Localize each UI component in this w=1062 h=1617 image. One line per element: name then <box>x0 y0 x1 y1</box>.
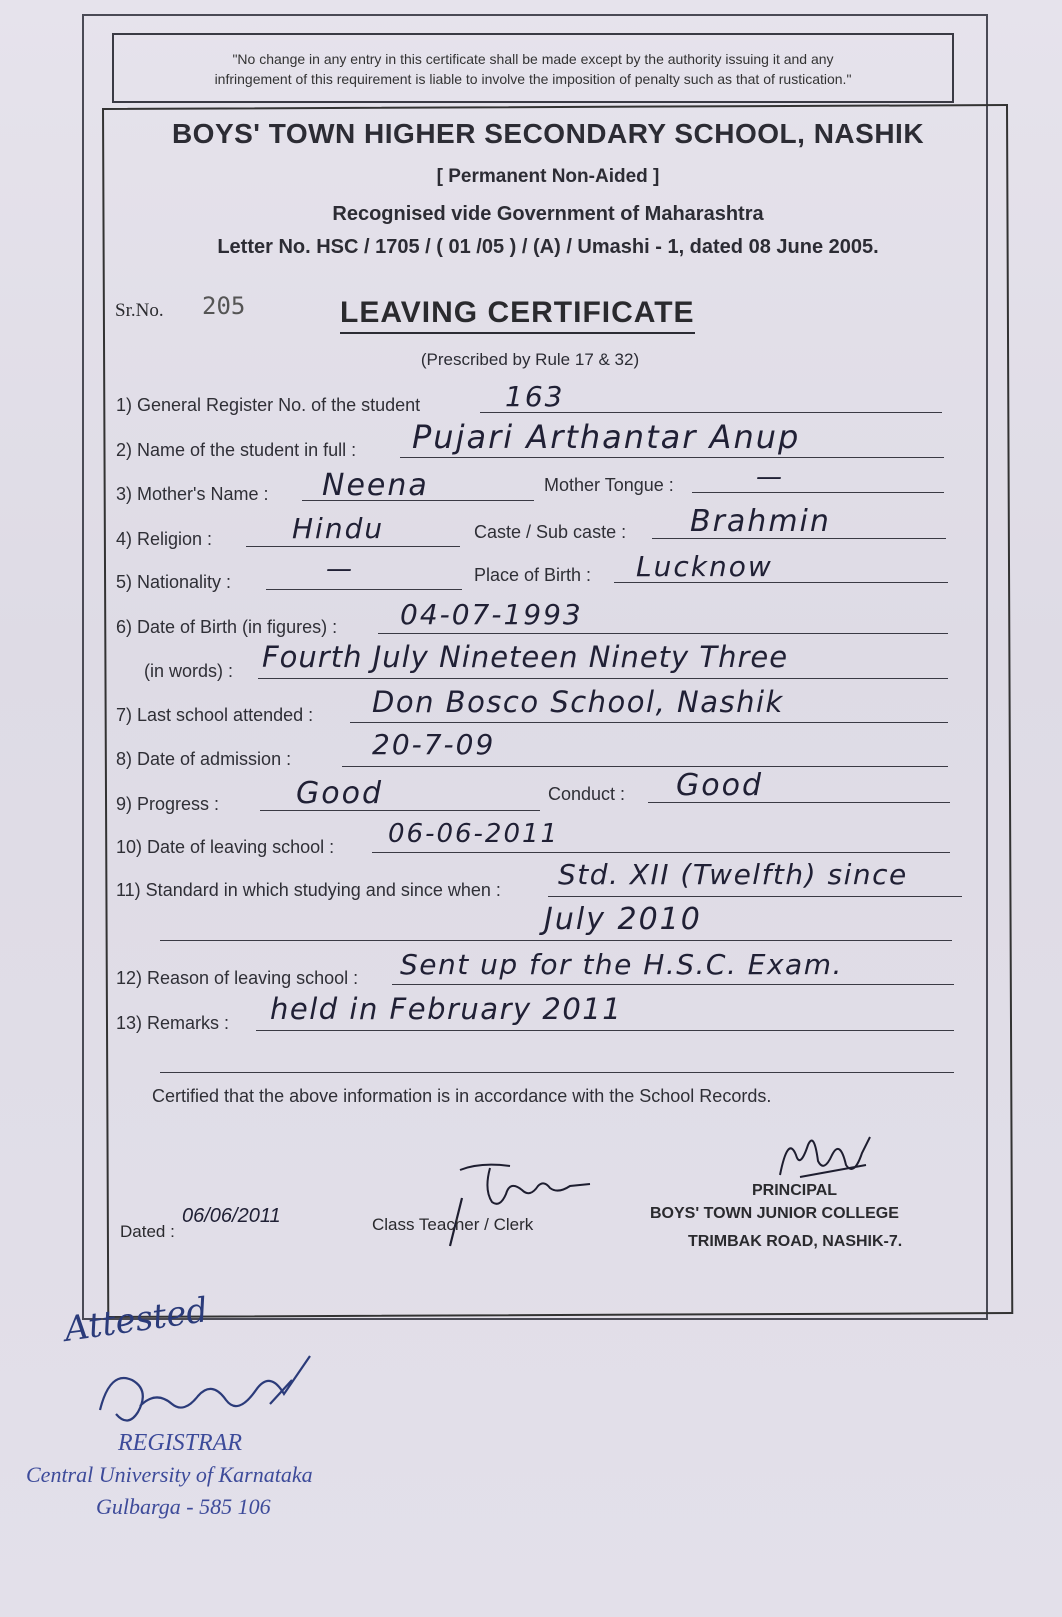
reason-label: 12) Reason of leaving school : <box>116 968 359 988</box>
name-label: 2) Name of the student in full : <box>116 440 357 460</box>
serial-label: Sr.No. <box>115 300 164 321</box>
remarks-label: 13) Remarks : <box>116 1013 230 1033</box>
letter-number: Letter No. HSC / 1705 / ( 01 /05 ) / (A) / Umashi - 1, dated 08 June 2005. <box>217 236 879 258</box>
admission-value: 20-7-09 <box>372 728 496 761</box>
admission-line <box>342 766 948 767</box>
recognition-line: Recognised vide Government of Maharashtra <box>332 203 764 225</box>
principal-signature <box>770 1125 880 1185</box>
gr-no-line <box>480 412 942 413</box>
class-teacher-label: Class Teacher / Clerk <box>372 1215 534 1234</box>
university-stamp: Central University of Karnataka <box>26 1462 313 1487</box>
principal-stamp: PRINCIPAL <box>752 1182 838 1199</box>
standard-line <box>548 896 962 897</box>
school-status: [ Permanent Non-Aided ] <box>436 166 660 187</box>
registrar-signature <box>80 1340 340 1440</box>
serial-number: 205 <box>202 292 246 320</box>
school-name: BOYS' TOWN HIGHER SECONDARY SCHOOL, NASHIK <box>171 118 925 149</box>
caste-value: Brahmin <box>690 504 831 539</box>
admission-label: 8) Date of admission : <box>116 749 292 769</box>
gr-no-label: 1) General Register No. of the student <box>116 395 421 415</box>
dob-words-label: (in words) : <box>144 661 234 681</box>
leaving-date-label: 10) Date of leaving school : <box>116 837 335 857</box>
progress-line <box>260 810 540 811</box>
religion-value: Hindu <box>292 512 385 545</box>
standard-value-2: July 2010 <box>544 902 702 937</box>
leaving-date-value: 06-06-2011 <box>388 819 560 849</box>
class-teacher-signature <box>440 1150 610 1260</box>
birthplace-line <box>614 582 948 583</box>
caste-label: Caste / Sub caste : <box>474 522 627 542</box>
standard-line-2 <box>160 940 952 941</box>
tongue-line <box>692 492 944 493</box>
conduct-value: Good <box>676 768 763 803</box>
dob-label: 6) Date of Birth (in figures) : <box>116 617 338 637</box>
nationality-label: 5) Nationality : <box>116 572 232 592</box>
dob-words-value: Fourth July Nineteen Ninety Three <box>262 640 789 674</box>
birthplace-value: Lucknow <box>636 550 773 583</box>
attested-text: Attested <box>61 1290 211 1350</box>
certificate-title: LEAVING CERTIFICATE <box>340 296 695 334</box>
last-school-label: 7) Last school attended : <box>116 705 314 725</box>
caste-line <box>652 538 946 539</box>
name-value: Pujari Arthantar Anup <box>412 418 801 456</box>
notice-line-1: "No change in any entry in this certificate shall be made except by the authority issuing it and any <box>232 51 834 67</box>
dob-line <box>378 633 948 634</box>
last-school-line <box>350 722 948 723</box>
leaving-date-line <box>372 852 950 853</box>
tongue-label: Mother Tongue : <box>544 475 674 495</box>
birthplace-label: Place of Birth : <box>474 565 592 585</box>
progress-label: 9) Progress : <box>116 794 220 814</box>
remarks-line <box>256 1030 954 1031</box>
standard-label: 11) Standard in which studying and since when : <box>116 880 501 900</box>
notice-line-2: infringement of this requirement is liable to involve the imposition of penalty such as that of rustication." <box>214 71 852 87</box>
mother-line <box>302 500 534 501</box>
remarks-line-2 <box>160 1072 954 1073</box>
mother-label: 3) Mother's Name : <box>116 484 269 504</box>
tongue-value: — <box>756 462 784 492</box>
religion-line <box>246 546 460 547</box>
name-line <box>400 457 944 458</box>
registrar-stamp: REGISTRAR <box>118 1430 242 1456</box>
nationality-value: — <box>326 554 354 584</box>
reason-value: Sent up for the H.S.C. Exam. <box>400 948 843 981</box>
dated-label: Dated : <box>120 1222 175 1241</box>
certified-statement: Certified that the above information is in accordance with the School Records. <box>152 1086 772 1106</box>
university-city-stamp: Gulbarga - 585 106 <box>96 1494 271 1519</box>
college-stamp: BOYS' TOWN JUNIOR COLLEGE <box>650 1205 899 1222</box>
dated-value: 06/06/2011 <box>182 1205 281 1227</box>
notice-box <box>112 33 954 103</box>
conduct-label: Conduct : <box>548 784 626 804</box>
mother-value: Neena <box>322 468 429 503</box>
progress-value: Good <box>296 776 383 811</box>
gr-no-value: 163 <box>505 380 565 413</box>
nationality-line <box>266 589 462 590</box>
prescribed-rule: (Prescribed by Rule 17 & 32) <box>420 350 640 369</box>
address-stamp: TRIMBAK ROAD, NASHIK-7. <box>688 1233 903 1250</box>
dob-words-line <box>258 678 948 679</box>
dob-value: 04-07-1993 <box>400 598 583 631</box>
conduct-line <box>648 802 950 803</box>
remarks-value: held in February 2011 <box>270 992 623 1026</box>
religion-label: 4) Religion : <box>116 529 213 549</box>
reason-line <box>392 984 954 985</box>
last-school-value: Don Bosco School, Nashik <box>372 685 784 719</box>
standard-value: Std. XII (Twelfth) since <box>558 858 908 891</box>
